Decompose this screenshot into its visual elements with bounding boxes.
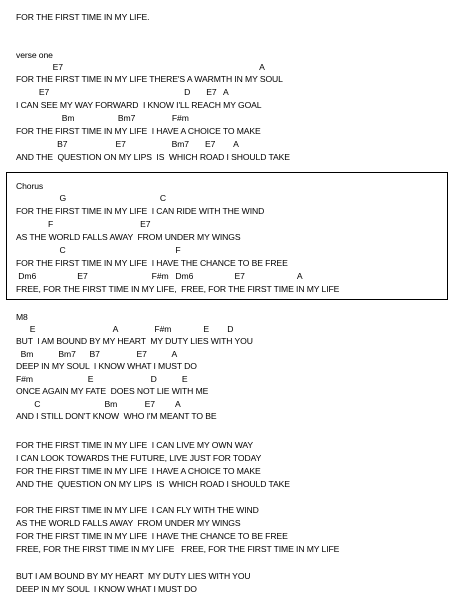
lyric-line: AS THE WORLD FALLS AWAY FROM UNDER MY WINGS — [16, 518, 241, 528]
chord-line: C Bm E7 A — [16, 399, 181, 409]
m8-label: M8 — [16, 312, 28, 322]
lyric-line: FOR THE FIRST TIME IN MY LIFE I HAVE A CHOICE TO MAKE — [16, 466, 261, 476]
lyric-line: BUT I AM BOUND BY MY HEART MY DUTY LIES WITH YOU — [16, 571, 251, 581]
chord-line: C F — [16, 245, 181, 255]
chord-line: Bm Bm7 B7 E7 A — [16, 349, 178, 359]
lyric-line: I CAN LOOK TOWARDS THE FUTURE, LIVE JUST FOR TODAY — [16, 453, 262, 463]
lyric-line: AND I STILL DON'T KNOW WHO I'M MEANT TO BE — [16, 411, 217, 421]
chord-line: Bm Bm7 F#m — [16, 113, 189, 123]
lyric-line: FOR THE FIRST TIME IN MY LIFE THERE'S A WARMTH IN MY SOUL — [16, 74, 283, 84]
chord-line: Dm6 E7 F#m Dm6 E7 A — [16, 271, 303, 281]
verse-one-label: verse one — [16, 50, 53, 60]
lyric-line: AND THE QUESTION ON MY LIPS IS WHICH ROAD I SHOULD TAKE — [16, 152, 290, 162]
chord-line: E7 D E7 A — [16, 87, 229, 97]
lyric-line: FOR THE FIRST TIME IN MY LIFE I CAN FLY WITH THE WIND — [16, 505, 259, 515]
lyric-line: AND THE QUESTION ON MY LIPS IS WHICH ROAD I SHOULD TAKE — [16, 479, 290, 489]
lyric-line: FREE, FOR THE FIRST TIME IN MY LIFE FREE, FOR THE FIRST TIME IN MY LIFE — [16, 544, 340, 554]
lyric-line: FOR THE FIRST TIME IN MY LIFE I CAN LIVE MY OWN WAY — [16, 440, 254, 450]
lyric-line: ONCE AGAIN MY FATE DOES NOT LIE WITH ME — [16, 386, 209, 396]
chord-line: G C — [16, 193, 166, 203]
intro-line: FOR THE FIRST TIME IN MY LIFE. — [16, 12, 150, 22]
chord-line: F#m E D E — [16, 374, 188, 384]
chorus-label: Chorus — [16, 181, 44, 191]
lyric-line: AS THE WORLD FALLS AWAY FROM UNDER MY WINGS — [16, 232, 241, 242]
lyric-line: DEEP IN MY SOUL I KNOW WHAT I MUST DO — [16, 361, 197, 371]
lyric-line: FOR THE FIRST TIME IN MY LIFE I HAVE A CHOICE TO MAKE — [16, 126, 261, 136]
lyric-line: I CAN SEE MY WAY FORWARD I KNOW I'LL REACH MY GOAL — [16, 100, 262, 110]
lyric-line: FREE, FOR THE FIRST TIME IN MY LIFE, FREE, FOR THE FIRST TIME IN MY LIFE — [16, 284, 340, 294]
chord-line: E A F#m E D — [16, 324, 234, 334]
chord-line: E7 A — [16, 62, 265, 72]
chord-line: B7 E7 Bm7 E7 A — [16, 139, 239, 149]
chord-line: F E7 — [16, 219, 151, 229]
lyric-line: FOR THE FIRST TIME IN MY LIFE I HAVE THE CHANCE TO BE FREE — [16, 258, 288, 268]
lyric-line: FOR THE FIRST TIME IN MY LIFE I CAN RIDE WITH THE WIND — [16, 206, 265, 216]
lyric-line: BUT I AM BOUND BY MY HEART MY DUTY LIES WITH YOU — [16, 336, 253, 346]
lyric-line: DEEP IN MY SOUL I KNOW WHAT I MUST DO — [16, 584, 197, 594]
lyric-line: FOR THE FIRST TIME IN MY LIFE I HAVE THE CHANCE TO BE FREE — [16, 531, 288, 541]
